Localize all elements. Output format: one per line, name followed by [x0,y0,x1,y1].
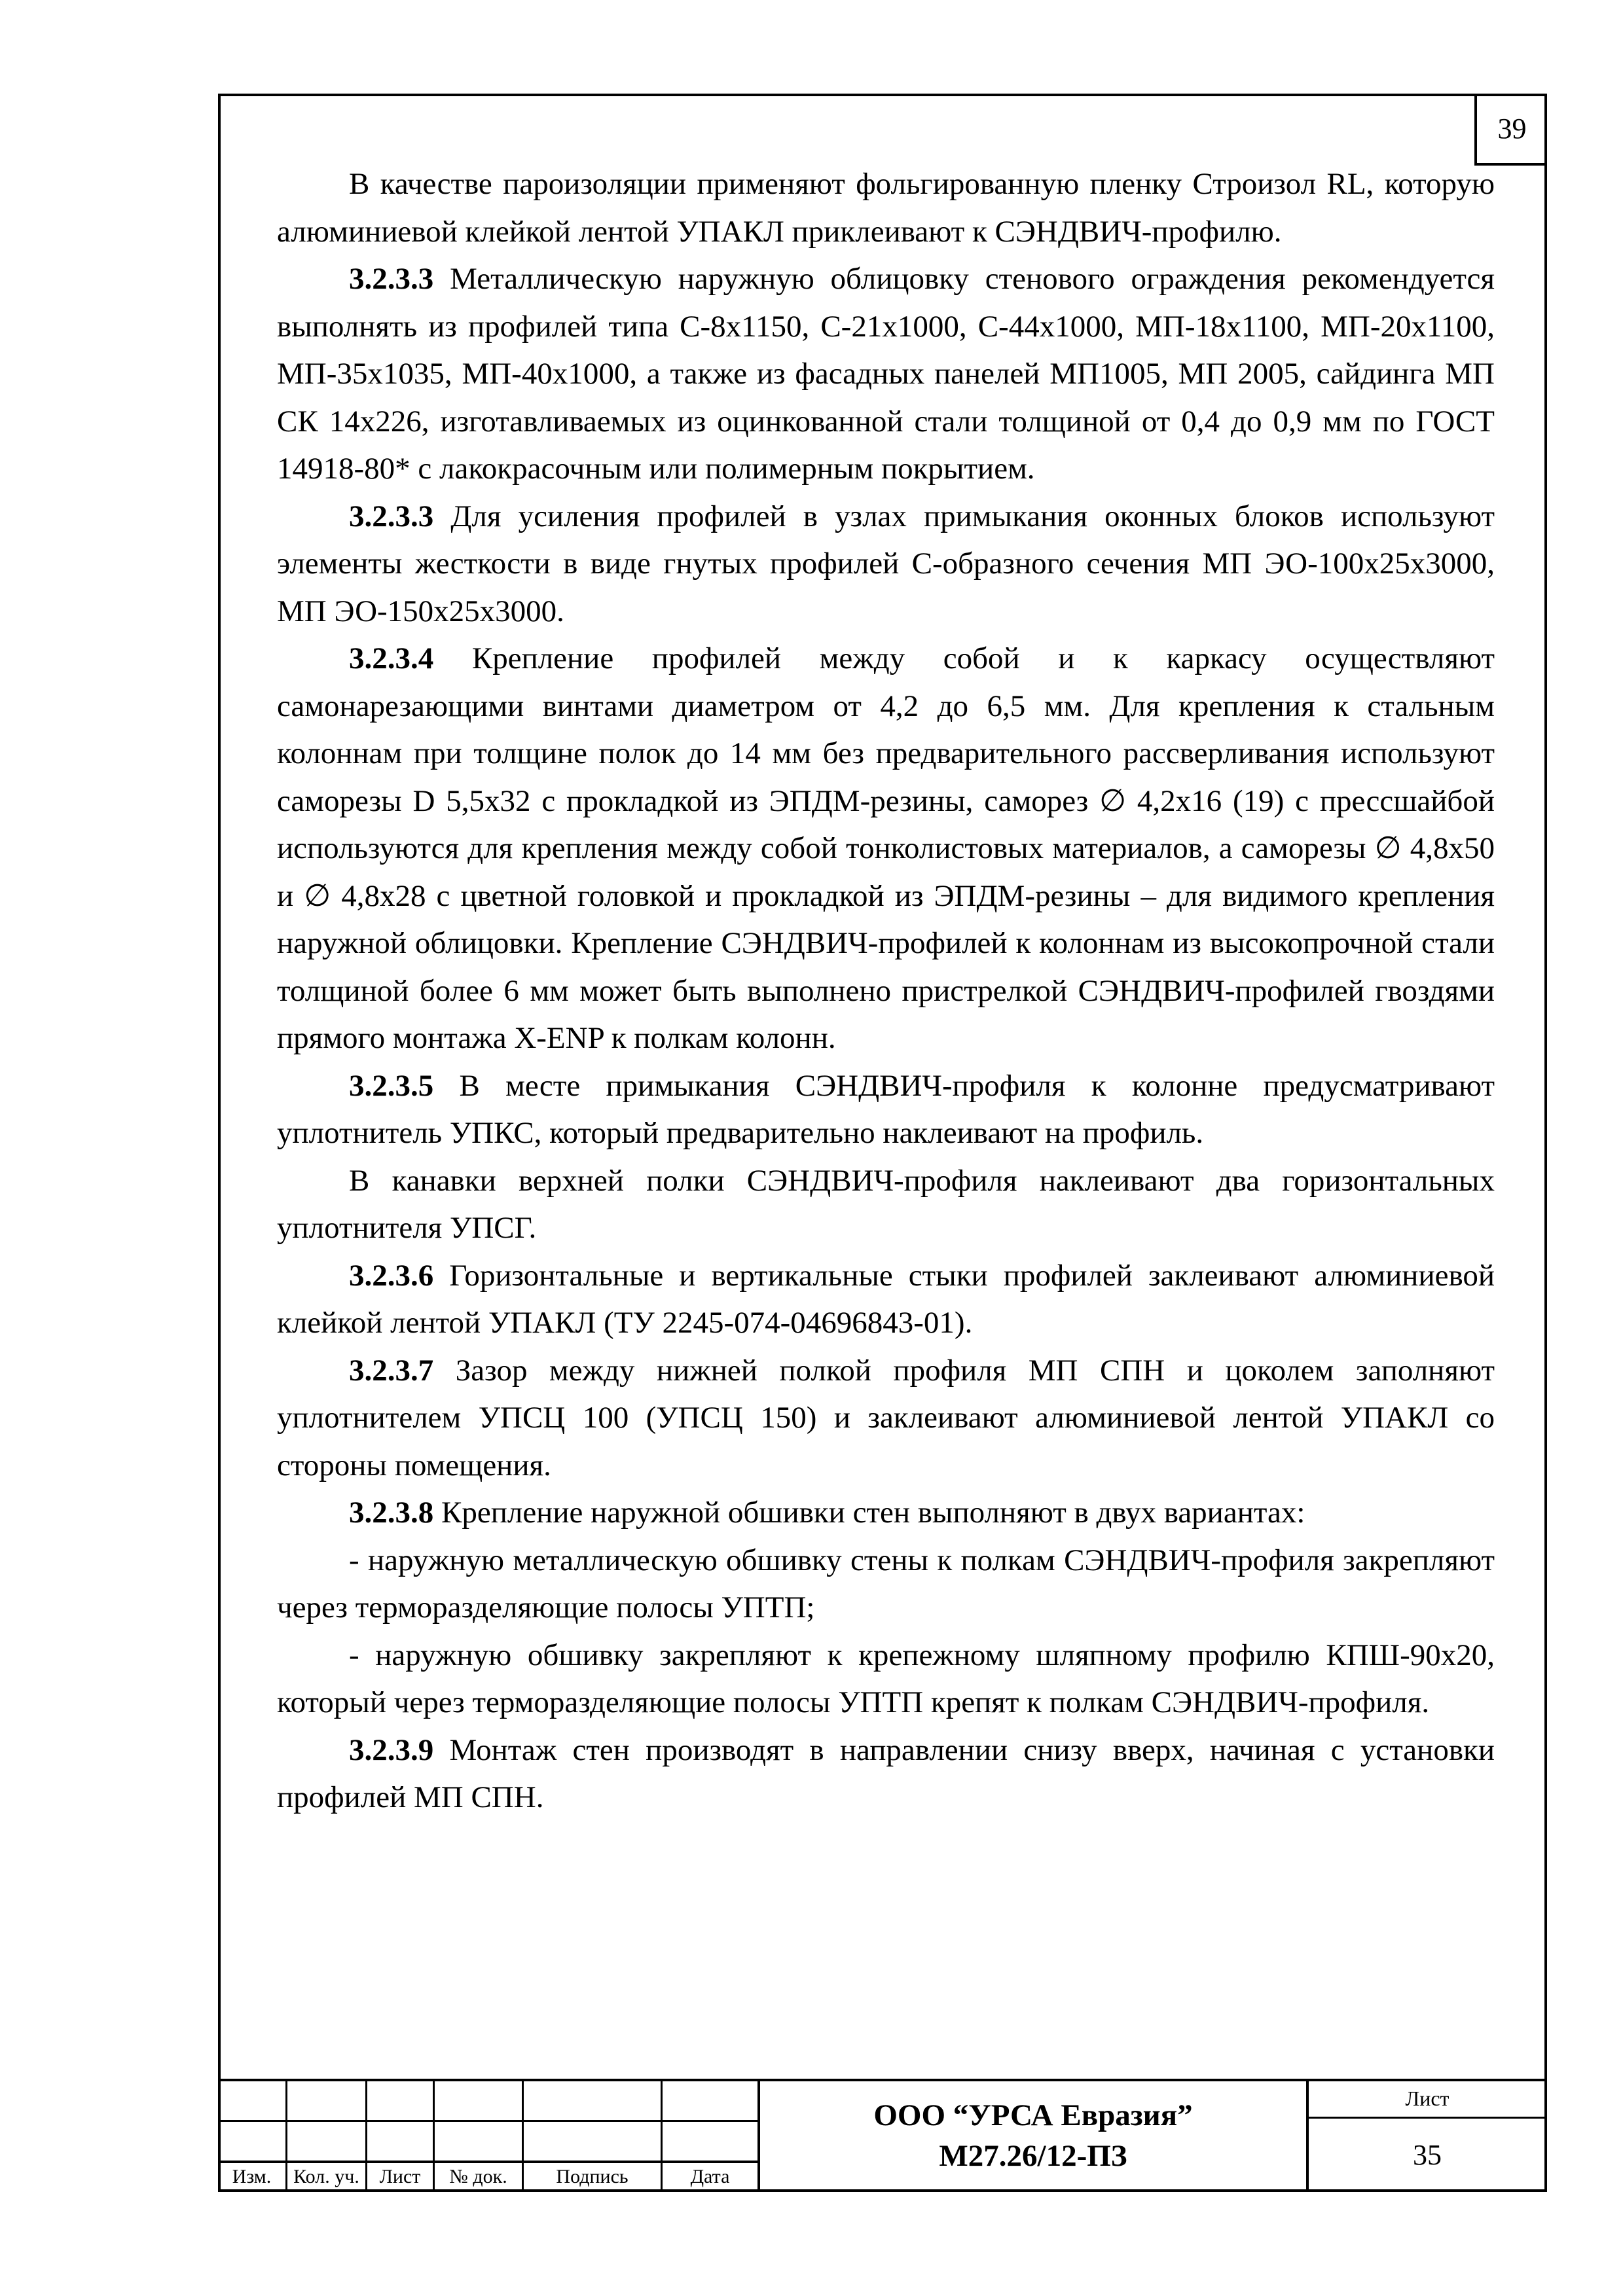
paragraph [277,1157,1495,1252]
organization-block [759,2079,1307,2192]
paragraph-text: В канавки верхней полки СЭНДВИЧ-профиля наклеивают два горизонтальных уплотнителя УПСГ. [277,1163,1495,1245]
document-body [277,160,1495,1821]
paragraph-text: - наружную металлическую обшивку стены к полкам СЭНДВИЧ-профиля закрепляют через терморазделяющие полосы УПТП; [277,1543,1495,1624]
caption-date: Дата [690,2166,730,2187]
stamp-line [218,2120,759,2122]
paragraph-text: Крепление профилей между собой и к каркасу осуществляют самонарезающими винтами диаметром от 4,2 до 6,5 мм. Для крепления к стальным колоннам при толщине полок до 14 мм без предварительного рассверливания используют саморезы D 5,5x32 с прокладкой из ЭПДМ-резины, саморез ∅ 4,2x16 (19) с прессшайбой используются для крепления между собой тонколистовых материалов, а саморезы ∅ 4,8x50 и ∅ 4,8x28 с цветной головкой и прокладкой из ЭПДМ-резины – для видимого крепления наружной облицовки. Крепление СЭНДВИЧ-профилей к колоннам из высокопрочной стали толщиной более 6 мм может быть выполнено пристрелкой СЭНДВИЧ-профилей гвоздями прямого монтажа X-ENP к полкам колонн. [277,641,1495,1055]
page-number-box [1474,94,1547,166]
paragraph-text: Монтаж стен производят в направлении снизу вверх, начиная с установки профилей МП СПН. [277,1732,1495,1814]
caption-kol-uch: Кол. уч. [293,2166,359,2187]
paragraph [277,1252,1495,1347]
document-code: М27.26/12-ПЗ [939,2138,1127,2173]
caption-izm: Изм. [232,2166,272,2187]
section-number: 3.2.3.6 [349,1258,434,1293]
paragraph-text: Зазор между нижней полкой профиля МП СПН и цоколем заполняют уплотнителем УПСЦ 100 (УПСЦ 150) и заклеивают алюминиевой лентой УПАКЛ со стороны помещения. [277,1353,1495,1482]
paragraph [277,1537,1495,1632]
title-block [218,2079,1547,2192]
section-number: 3.2.3.9 [349,1732,434,1767]
paragraph-text: В качестве пароизоляции применяют фольгированную пленку Строизол RL, которую алюминиевой клейкой лентой УПАКЛ приклеивают к СЭНДВИЧ-профилю. [277,167,1495,249]
paragraph [277,1062,1495,1157]
paragraph-text: Крепление наружной обшивки стен выполняют в двух вариантах: [433,1496,1305,1530]
section-number: 3.2.3.7 [349,1353,434,1388]
paragraph [277,255,1495,493]
paragraph [277,1347,1495,1490]
section-number: 3.2.3.3 [349,499,434,533]
paragraph-text: В месте примыкания СЭНДВИЧ-профиля к колонне предусматривают уплотнитель УПКС, который предварительно наклеивают на профиль. [277,1068,1495,1150]
paragraph-text: Горизонтальные и вертикальные стыки профилей заклеивают алюминиевой клейкой лентой УПАКЛ (ТУ 2245-074-04696843-01). [277,1258,1495,1340]
section-number: 3.2.3.4 [349,641,434,675]
caption-doc-number: № док. [449,2166,507,2187]
paragraph [277,1489,1495,1537]
paragraph [277,1632,1495,1727]
paragraph [277,635,1495,1062]
paragraph-text: - наружную обшивку закрепляют к крепежному шляпному профилю КПШ-90x20, который через терморазделяющие полосы УПТП крепят к полкам СЭНДВИЧ-профиля. [277,1638,1495,1719]
paragraph [277,493,1495,636]
section-number: 3.2.3.5 [349,1068,434,1103]
page-number-top: 39 [1497,112,1527,145]
section-number: 3.2.3.8 [349,1496,434,1530]
paragraph-text: Для усиления профилей в узлах примыкания оконных блоков используют элементы жесткости в виде гнутых профилей С-образного сечения МП ЭО-100x25x3000, МП ЭО-150x25x3000. [277,499,1495,628]
organization-name: ООО “УРСА Евразия” [873,2098,1193,2132]
sheet-number: 35 [1413,2139,1442,2171]
sheet-label: Лист [1405,2086,1450,2110]
paragraph [277,160,1495,255]
paragraph [277,1727,1495,1821]
section-number: 3.2.3.3 [349,262,434,296]
caption-list: Лист [379,2166,421,2187]
paragraph-text: Металлическую наружную облицовку стенового ограждения рекомендуется выполнять из профилей типа С-8x1150, С-21x1000, С-44x1000, МП-18x1100, МП-20x1100, МП-35x1035, МП-40x1000, а также из фасадных панелей МП1005, МП 2005, сайдинга МП СК 14x226, изготавливаемых из оцинкованной стали толщиной от 0,4 до 0,9 мм по ГОСТ 14918-80* с лакокрасочным или полимерным покрытием. [277,262,1495,486]
caption-signature: Подпись [556,2166,629,2187]
